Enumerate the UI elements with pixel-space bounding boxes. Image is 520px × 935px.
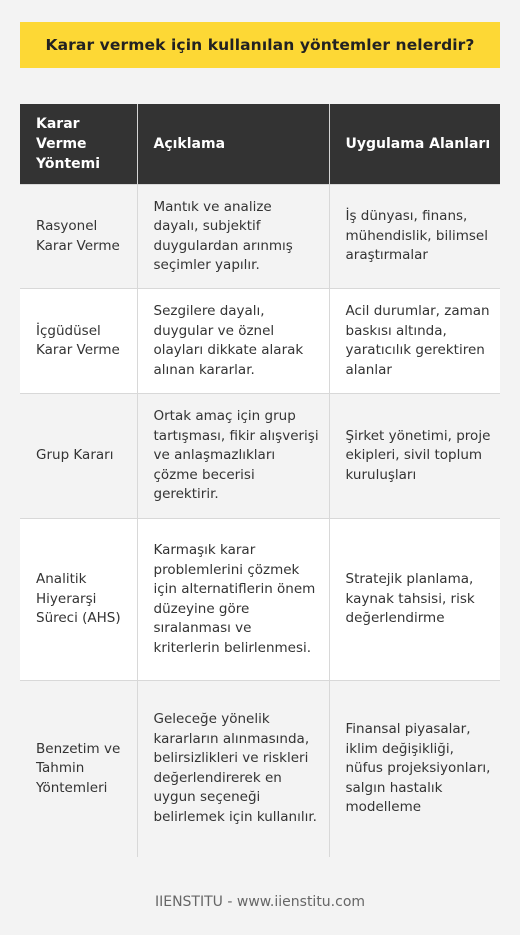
- table-row: [20, 185, 500, 289]
- header-description: Açıklama: [137, 104, 329, 185]
- cell-method: Benzetim ve Tahmin Yöntemleri: [20, 681, 137, 857]
- header-method: Karar Verme Yöntemi: [20, 104, 137, 185]
- footer-credit: IIENSTITU - www.iienstitu.com: [154, 894, 366, 910]
- cell-description: Mantık ve analize dayalı, subjektif duygulardan arınmış seçimler yapılır.: [137, 185, 329, 289]
- page-title: Karar vermek için kullanılan yöntemler nelerdir?: [45, 36, 475, 54]
- cell-description: Geleceğe yönelik kararların alınmasında, belirsizlikleri ve riskleri değerlendirerek en uygun seçeneği belirlemek için kullanılır.: [137, 681, 329, 857]
- cell-method: Grup Kararı: [20, 394, 137, 519]
- cell-description: Ortak amaç için grup tartışması, fikir alışverişi ve anlaşmazlıkları çözme becerisi gerektirir.: [137, 394, 329, 519]
- table-row: [20, 519, 500, 681]
- cell-application-areas: Acil durumlar, zaman baskısı altında, yaratıcılık gerektiren alanlar: [329, 289, 500, 394]
- table-row: [20, 394, 500, 519]
- methods-table: [20, 104, 500, 857]
- cell-application-areas: Finansal piyasalar, iklim değişikliği, nüfus projeksiyonları, salgın hastalık modelleme: [329, 681, 500, 857]
- title-banner: [20, 22, 500, 68]
- table-row: [20, 681, 500, 857]
- cell-application-areas: Şirket yönetimi, proje ekipleri, sivil toplum kuruluşları: [329, 394, 500, 519]
- cell-application-areas: Stratejik planlama, kaynak tahsisi, risk değerlendirme: [329, 519, 500, 681]
- cell-method: Rasyonel Karar Verme: [20, 185, 137, 289]
- table-header-row: [20, 104, 500, 185]
- cell-method: Analitik Hiyerarşi Süreci (AHS): [20, 519, 137, 681]
- cell-method: İçgüdüsel Karar Verme: [20, 289, 137, 394]
- cell-description: Karmaşık karar problemlerini çözmek için alternatiflerin önem düzeyine göre sıralanması ve kriterlerin belirlenmesi.: [137, 519, 329, 681]
- table-row: [20, 289, 500, 394]
- cell-description: Sezgilere dayalı, duygular ve öznel olayları dikkate alarak alınan kararlar.: [137, 289, 329, 394]
- cell-application-areas: İş dünyası, finans, mühendislik, bilimsel araştırmalar: [329, 185, 500, 289]
- header-application-areas: Uygulama Alanları: [329, 104, 500, 185]
